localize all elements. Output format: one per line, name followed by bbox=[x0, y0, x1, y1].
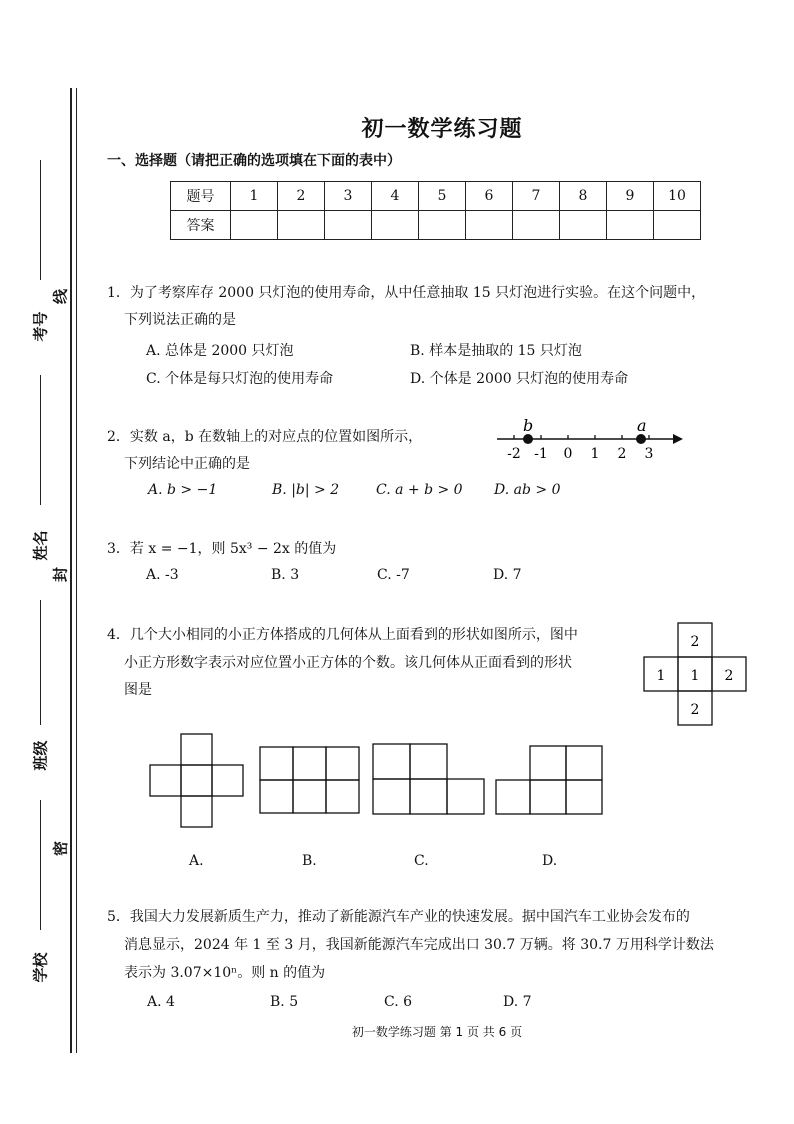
number-line-tick-label: 3 bbox=[644, 446, 654, 462]
q4-option-d-label: D. bbox=[542, 853, 558, 869]
q4-option-a-figure bbox=[148, 733, 246, 829]
table-number-cell: 3 bbox=[325, 182, 372, 211]
q3-option-d: D. 7 bbox=[493, 567, 522, 583]
answer-cell[interactable] bbox=[654, 211, 701, 240]
q2-option-b: B. |b| > 2 bbox=[272, 482, 340, 498]
q5-option-c: C. 6 bbox=[384, 994, 413, 1010]
page-title: 初一数学练习题 bbox=[361, 117, 523, 142]
top-view-count: 2 bbox=[690, 634, 700, 650]
number-line-tick-label: -1 bbox=[534, 446, 548, 462]
number-line-arrow bbox=[673, 434, 683, 444]
number-line-tick-label: 1 bbox=[590, 446, 600, 462]
point-b-dot bbox=[523, 434, 533, 444]
table-number-cell: 7 bbox=[513, 182, 560, 211]
answer-cell[interactable] bbox=[419, 211, 466, 240]
q2-option-a: A. b > −1 bbox=[148, 482, 218, 498]
number-line-tick-label: 2 bbox=[617, 446, 627, 462]
seal-seal-char: 封 bbox=[51, 567, 70, 583]
table-row bbox=[171, 182, 701, 211]
q3-stem: 3．若 x = −1，则 5x³ − 2x 的值为 bbox=[107, 541, 337, 557]
table-answer-label: 答案 bbox=[171, 211, 231, 240]
q5-stem-line1: 5．我国大力发展新质生产力，推动了新能源汽车产业的快速发展。据中国汽车工业协会发布的 bbox=[107, 909, 690, 925]
table-number-cell: 4 bbox=[372, 182, 419, 211]
answer-cell[interactable] bbox=[513, 211, 560, 240]
q1-stem-line2: 下列说法正确的是 bbox=[124, 312, 236, 328]
exam-no-label: 考号 bbox=[31, 311, 50, 342]
q1-stem-line1: 1．为了考察库存 2000 只灯泡的使用寿命，从中任意抽取 15 只灯泡进行实验。在这个问题中， bbox=[107, 285, 706, 301]
table-number-cell: 6 bbox=[466, 182, 513, 211]
q4-option-a-label: A. bbox=[189, 853, 204, 869]
exam-no-underline bbox=[40, 160, 41, 280]
top-view-count: 2 bbox=[690, 702, 700, 718]
top-view-count: 1 bbox=[690, 668, 700, 684]
q4-option-c-label: C. bbox=[414, 853, 429, 869]
q5-stem-line3: 表示为 3.07×10ⁿ。则 n 的值为 bbox=[124, 965, 326, 981]
q4-stem-line3: 图是 bbox=[124, 682, 152, 698]
q4-option-b-label: B. bbox=[302, 853, 317, 869]
answer-cell[interactable] bbox=[278, 211, 325, 240]
answer-cell[interactable] bbox=[466, 211, 513, 240]
number-line-tick-label: 0 bbox=[563, 446, 573, 462]
table-row bbox=[171, 211, 701, 240]
q4-option-c-figure bbox=[371, 742, 487, 816]
point-a-dot bbox=[636, 434, 646, 444]
answer-cell[interactable] bbox=[372, 211, 419, 240]
q1-option-c: C. 个体是每只灯泡的使用寿命 bbox=[146, 371, 334, 387]
q3-option-b: B. 3 bbox=[271, 567, 300, 583]
top-view-figure bbox=[642, 622, 752, 726]
q5-option-b: B. 5 bbox=[270, 994, 299, 1010]
q2-stem-line1: 2．实数 a，b 在数轴上的对应点的位置如图所示， bbox=[107, 429, 423, 445]
table-header-label: 题号 bbox=[171, 182, 231, 211]
answer-table bbox=[170, 181, 701, 240]
q1-option-a: A. 总体是 2000 只灯泡 bbox=[146, 343, 294, 359]
q3-option-c: C. -7 bbox=[377, 567, 410, 583]
q2-option-d: D. ab > 0 bbox=[494, 482, 561, 498]
number-line-figure bbox=[495, 415, 695, 463]
class-label: 班级 bbox=[31, 740, 50, 771]
point-b-label: b bbox=[523, 416, 534, 435]
number-line-tick-label: -2 bbox=[507, 446, 521, 462]
answer-cell[interactable] bbox=[607, 211, 654, 240]
table-number-cell: 10 bbox=[654, 182, 701, 211]
q4-option-b-figure bbox=[258, 745, 362, 815]
school-label: 学校 bbox=[31, 952, 50, 983]
q4-stem-line1: 4．几个大小相同的小正方体搭成的几何体从上面看到的形状如图所示，图中 bbox=[107, 627, 578, 643]
page-footer: 初一数学练习题 第 1 页 共 6 页 bbox=[351, 1025, 523, 1039]
answer-cell[interactable] bbox=[325, 211, 372, 240]
class-underline bbox=[40, 600, 41, 725]
table-number-cell: 8 bbox=[560, 182, 607, 211]
q2-stem-line2: 下列结论中正确的是 bbox=[124, 456, 250, 472]
top-view-count: 2 bbox=[724, 668, 734, 684]
q1-option-b: B. 样本是抽取的 15 只灯泡 bbox=[410, 343, 582, 359]
q4-option-d-figure bbox=[494, 744, 604, 818]
q1-option-d: D. 个体是 2000 只灯泡的使用寿命 bbox=[410, 371, 629, 387]
table-number-cell: 9 bbox=[607, 182, 654, 211]
table-number-cell: 2 bbox=[278, 182, 325, 211]
seal-line-char: 线 bbox=[51, 289, 70, 305]
top-view-count: 1 bbox=[656, 668, 666, 684]
seal-secret-char: 密 bbox=[51, 841, 70, 857]
q5-option-d: D. 7 bbox=[503, 994, 532, 1010]
q5-stem-line2: 消息显示，2024 年 1 至 3 月，我国新能源汽车完成出口 30.7 万辆。将 30.7 万用科学计数法 bbox=[124, 937, 714, 953]
table-number-cell: 1 bbox=[231, 182, 278, 211]
point-a-label: a bbox=[637, 416, 647, 435]
table-number-cell: 5 bbox=[419, 182, 466, 211]
q5-option-a: A. 4 bbox=[147, 994, 175, 1010]
name-underline bbox=[40, 375, 41, 505]
q4-stem-line2: 小正方形数字表示对应位置小正方体的个数。该几何体从正面看到的形状 bbox=[124, 655, 572, 671]
answer-cell[interactable] bbox=[560, 211, 607, 240]
q2-option-c: C. a + b > 0 bbox=[376, 482, 463, 498]
school-underline bbox=[40, 800, 41, 930]
section-heading: 一、选择题（请把正确的选项填在下面的表中） bbox=[107, 153, 401, 169]
q3-option-a: A. -3 bbox=[146, 567, 179, 583]
binding-rule-inner bbox=[76, 88, 77, 1053]
name-label: 姓名 bbox=[31, 530, 50, 561]
answer-cell[interactable] bbox=[231, 211, 278, 240]
